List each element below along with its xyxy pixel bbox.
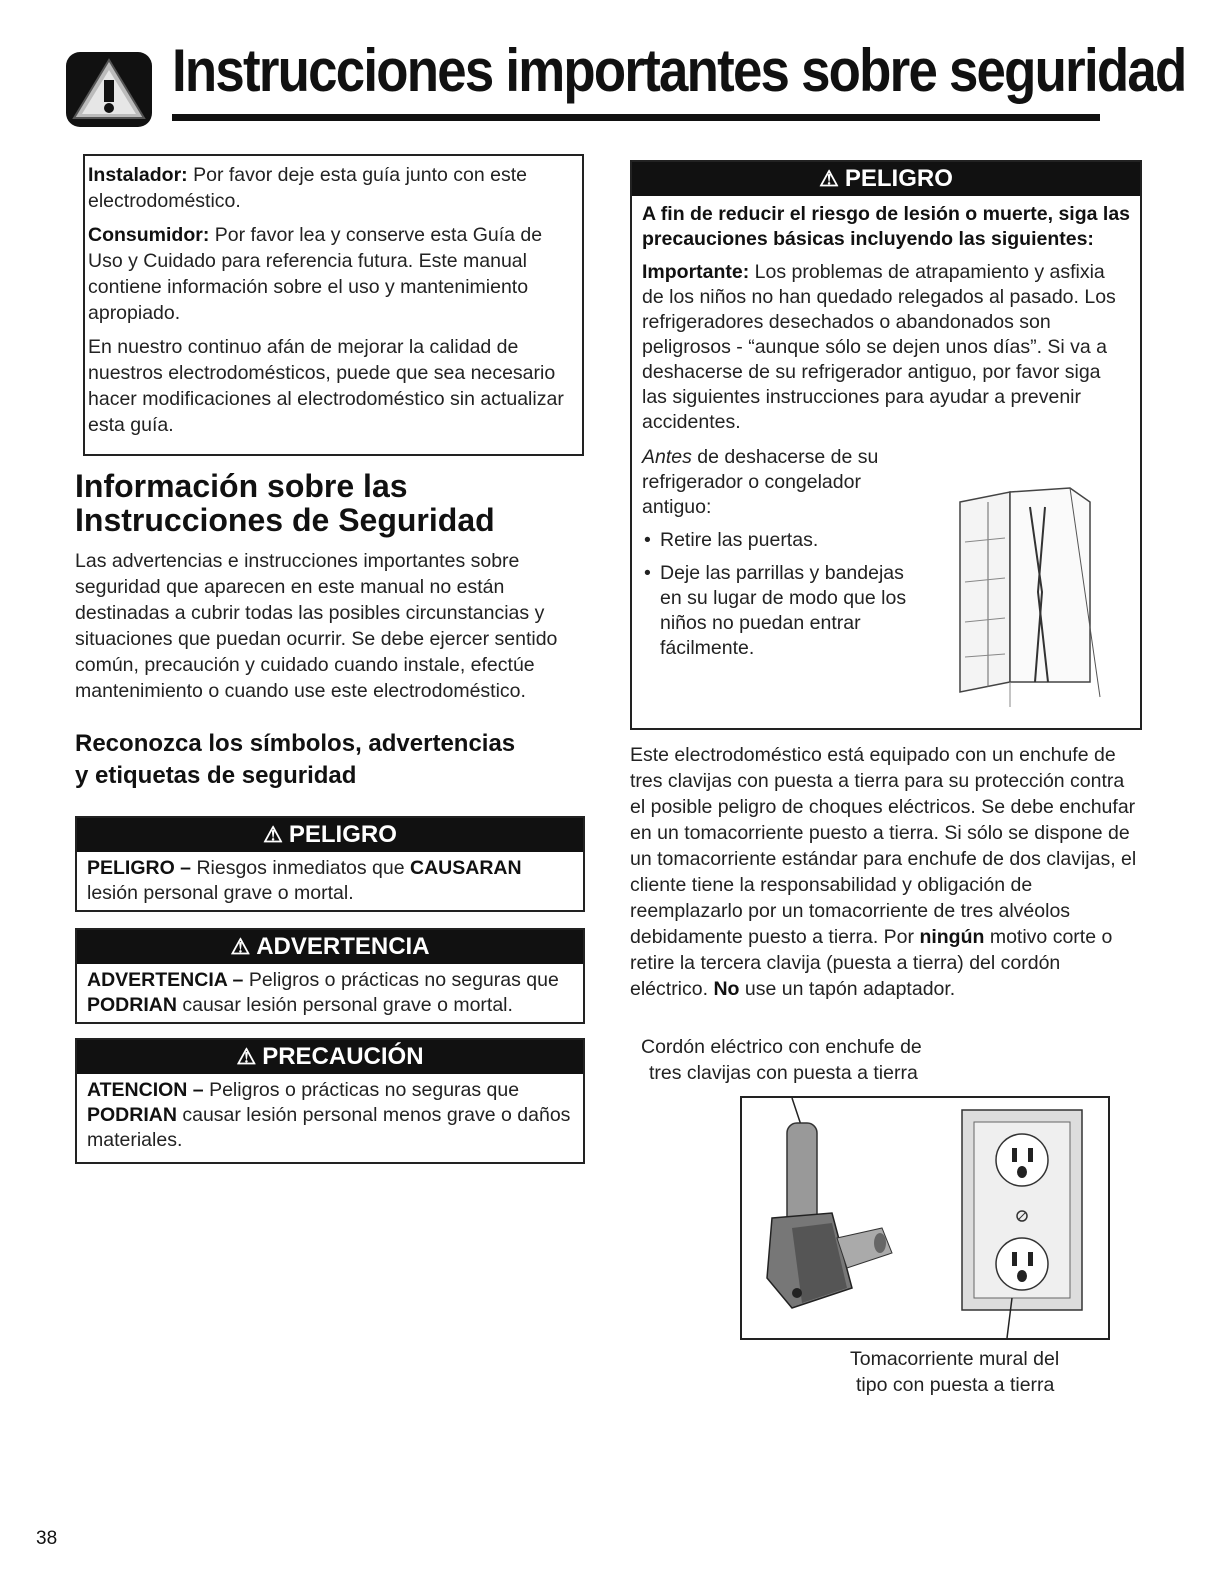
bullet-item: • Retire las puertas.	[642, 528, 912, 553]
installer-label: Instalador:	[88, 164, 188, 186]
warning-triangle-icon: ⚠	[263, 822, 283, 847]
outlet-caption-line2: tipo con puesta a tierra	[856, 1374, 1055, 1396]
outlet-caption-line1: Tomacorriente mural del	[850, 1348, 1060, 1370]
title-rule	[172, 114, 1100, 121]
grounding-text-a: Este electrodoméstico está equipado con un enchufe de tres clavijas con puesta a tierra para su protección contra el posible peligro de choques eléctricos. Se debe enchufar en un tomacorriente puesto a tierra. Si sólo se dispone de un tomacorriente estándar para enchufe de dos clavijas, el cliente tiene la responsabilidad y obligación de reemplazarlo por un tomacorriente de tres alvéolos debidamente puesto a tierra. Por	[630, 744, 1137, 948]
info-heading-line1: Información sobre las	[75, 468, 408, 504]
refrigerator-illustration	[950, 482, 1110, 712]
info-heading-line2: Instrucciones de Seguridad	[75, 502, 495, 538]
danger-refrigerator-bar	[632, 162, 1140, 196]
alert-caution-emph: PODRIAN	[87, 1104, 177, 1126]
grounding-paragraph	[630, 742, 1142, 1002]
alert-caution	[75, 1038, 585, 1164]
alert-caution-text-b: causar lesión personal menos grave o daños materiales.	[87, 1104, 571, 1151]
alert-danger-text-a: Riesgos inmediatos que	[196, 857, 405, 879]
info-heading	[75, 469, 595, 537]
installer-text: Por favor deje esta guía junto con este electrodoméstico.	[88, 164, 527, 212]
plug-caption	[641, 1034, 981, 1086]
alert-warning-text-a: Peligros o prácticas no seguras que	[248, 969, 559, 991]
alert-danger-body	[77, 852, 583, 910]
page-number: 38	[36, 1528, 58, 1549]
important-paragraph	[642, 260, 1130, 435]
alert-danger-emph: CAUSARAN	[410, 857, 522, 879]
warning-header-icon	[66, 52, 152, 127]
alert-caution-text-a: Peligros o prácticas no seguras que	[209, 1079, 520, 1101]
before-disposal-block	[642, 445, 912, 661]
alert-caution-body	[77, 1074, 583, 1157]
symbols-heading-line1: Reconozca los símbolos, advertencias	[75, 730, 516, 757]
alert-warning-lead: ADVERTENCIA –	[87, 969, 244, 991]
before-disposal-text	[642, 445, 912, 520]
danger-refrigerator-title: PELIGRO	[844, 165, 953, 192]
alert-warning-text-b: causar lesión personal grave o mortal.	[182, 994, 513, 1016]
symbols-heading	[75, 728, 595, 792]
alert-caution-bar	[77, 1040, 583, 1074]
bullet-item: • Deje las parrillas y bandejas en su lugar de modo que los niños no puedan entrar fácilmente.	[642, 561, 912, 661]
update-note: En nuestro continuo afán de mejorar la calidad de nuestros electrodomésticos, puede que sea necesario hacer modificaciones al electrodoméstico sin actualizar esta guía.	[88, 336, 564, 436]
outlet-caption	[850, 1346, 1110, 1398]
danger-intro: A fin de reducir el riesgo de lesión o muerte, siga las precauciones básicas incluyendo las siguientes:	[642, 203, 1131, 250]
grounding-emph-ningun: ningún	[919, 926, 985, 948]
alert-caution-lead: ATENCION –	[87, 1079, 204, 1101]
consumer-text: Por favor lea y conserve esta Guía de Uso y Cuidado para referencia futura. Este manual contiene información sobre el uso y mantenimiento apropiado.	[88, 224, 543, 324]
before-italic: Antes	[642, 446, 692, 468]
alert-warning-title: ADVERTENCIA	[256, 933, 430, 960]
grounding-text-b: motivo corte o retire la tercera clavija (puesta a tierra) del cordón eléctrico.	[630, 926, 1113, 1000]
alert-danger-lead: PELIGRO –	[87, 857, 192, 879]
warning-triangle-icon: ⚠	[819, 166, 839, 191]
important-label: Importante:	[642, 261, 750, 283]
consumer-label: Consumidor:	[88, 224, 210, 246]
symbols-heading-line2: y etiquetas de seguridad	[75, 762, 357, 789]
plug-caption-line1: Cordón eléctrico con enchufe de	[641, 1036, 922, 1058]
alert-caution-title: PRECAUCIÓN	[262, 1043, 424, 1070]
alert-warning-bar	[77, 930, 583, 964]
alert-warning	[75, 928, 585, 1024]
info-paragraph: Las advertencias e instrucciones importantes sobre seguridad que aparecen en este manual no están destinadas a cubrir todas las posibles circunstancias y situaciones que puedan ocurrir. Se debe ejercer sentido común, precaución y cuidado cuando instale, efectúe mantenimiento o cuando use este electrodoméstico.	[75, 550, 558, 702]
installer-notice-text	[88, 162, 576, 446]
grounding-emph-no: No	[713, 978, 740, 1000]
alert-danger-bar	[77, 818, 583, 852]
page-title: Instrucciones importantes sobre seguridad	[172, 37, 1186, 104]
alert-danger-title: PELIGRO	[288, 821, 397, 848]
before-text: de deshacerse de su refrigerador o congelador antiguo:	[642, 446, 879, 518]
warning-triangle-icon: ⚠	[230, 934, 251, 959]
plug-caption-line2: tres clavijas con puesta a tierra	[649, 1062, 918, 1084]
grounding-text-c: use un tapón adaptador.	[744, 978, 956, 1000]
alert-warning-emph: PODRIAN	[87, 994, 177, 1016]
grounded-plug-figure	[740, 1096, 1110, 1340]
important-text: Los problemas de atrapamiento y asfixia de los niños no han quedado relegados al pasado. Los refrigeradores desechados o abandonados son peligrosos - “aunque sólo se dejen unos días”. Si va a deshacerse de su refrigerador antiguo, por favor siga las siguientes instrucciones para ayudar a prevenir accidentes.	[642, 261, 1116, 433]
warning-triangle-icon: ⚠	[236, 1044, 257, 1069]
alert-warning-body	[77, 964, 583, 1022]
alert-danger	[75, 816, 585, 912]
alert-danger-text-b: lesión personal grave o mortal.	[87, 882, 354, 904]
